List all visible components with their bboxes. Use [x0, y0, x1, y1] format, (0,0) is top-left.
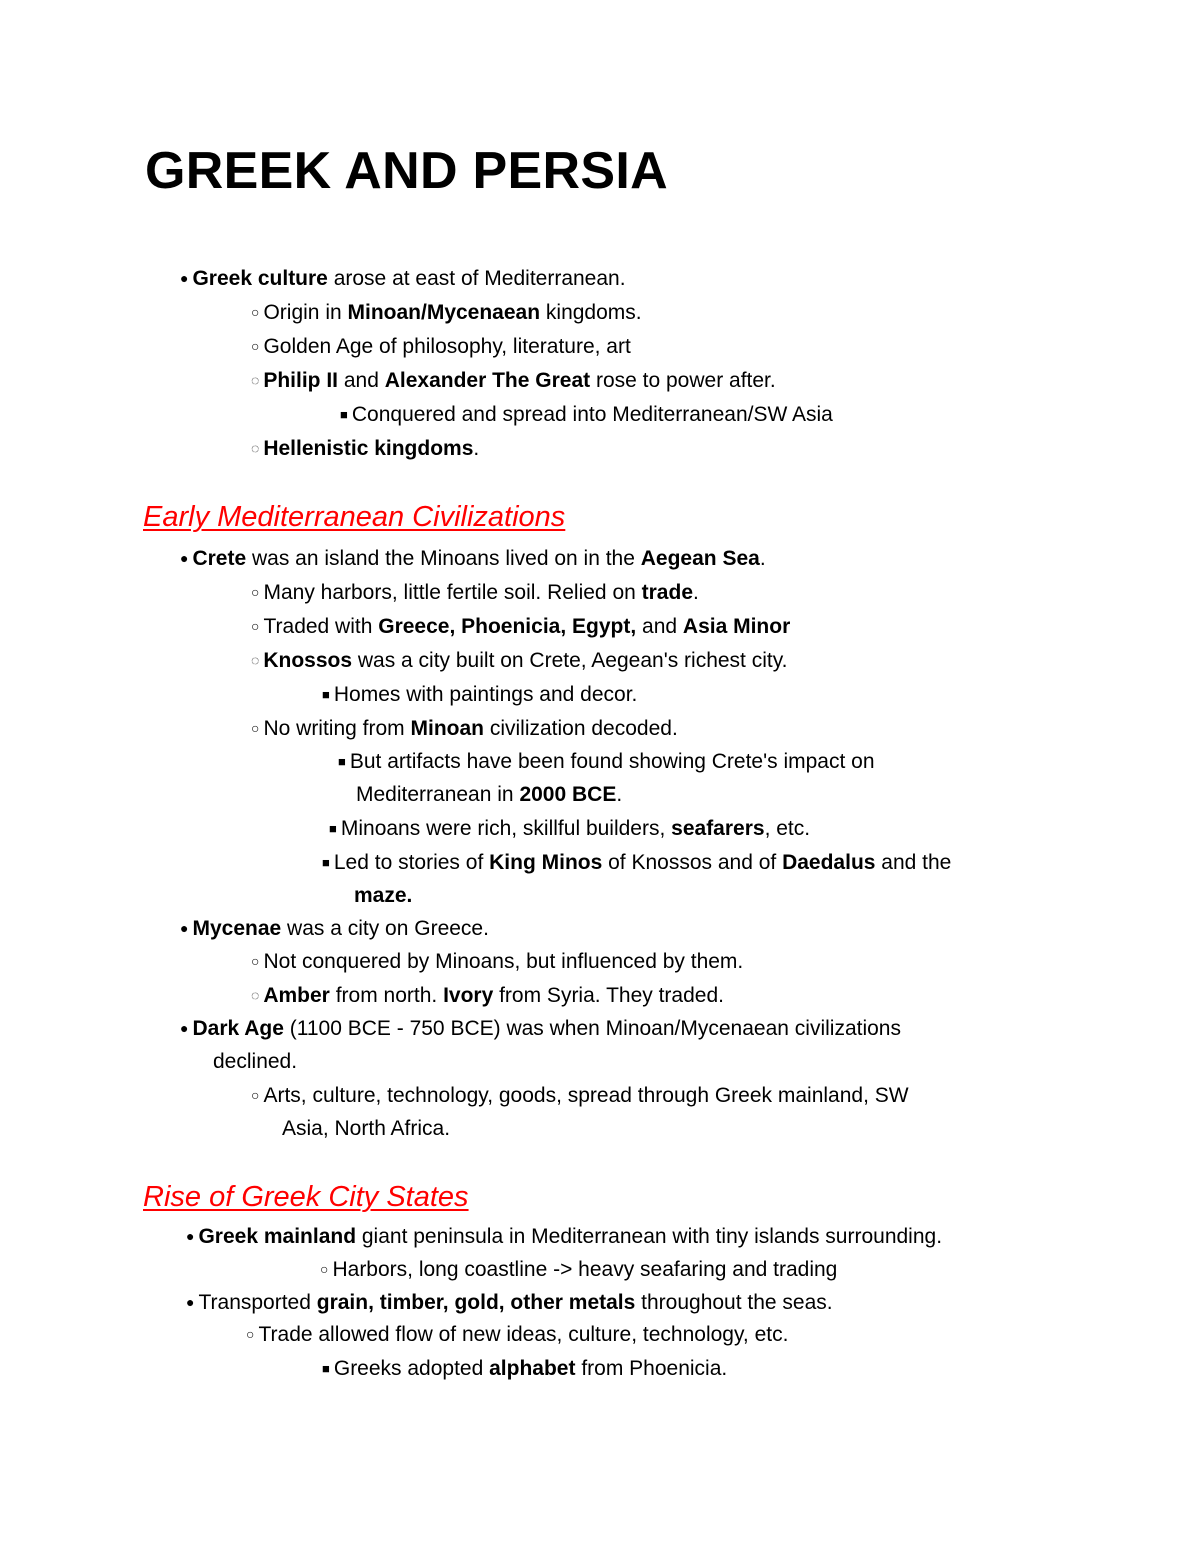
list-item	[180, 546, 766, 571]
square-bullet-icon: ■	[329, 821, 337, 836]
bold-term: King Minos	[489, 851, 603, 874]
list-item	[340, 402, 833, 427]
item-text: Greeks adopted	[333, 1357, 490, 1380]
item-text: (1100 BCE - 750 BCE) was when Minoan/Mycenaean civilizations	[283, 1017, 901, 1040]
item-text: Not conquered by Minoans, but influenced by them.	[263, 950, 744, 973]
list-item	[180, 266, 626, 291]
item-text: arose at east of Mediterranean.	[327, 267, 626, 290]
item-text: Golden Age of philosophy, literature, art	[263, 335, 631, 358]
list-item	[251, 1083, 909, 1108]
circle-bullet-icon: ○	[251, 584, 260, 600]
list-item	[320, 1257, 837, 1282]
circle-bullet-icon: ○	[246, 1326, 255, 1342]
section-heading-rise-of-greek-city-states: Rise of Greek City States	[143, 1181, 469, 1213]
bold-term: 2000 BCE	[519, 783, 617, 806]
list-item	[180, 916, 489, 941]
disc-bullet-icon: ●	[180, 270, 189, 286]
bold-term: Minoan	[410, 717, 484, 740]
list-item	[322, 1356, 727, 1381]
item-text: Many harbors, little fertile soil. Relied on	[263, 581, 642, 604]
item-text: , etc.	[764, 817, 811, 840]
bold-term: Philip II	[263, 369, 338, 392]
item-text: was an island the Minoans lived on in the	[246, 547, 641, 570]
bold-term: Dark Age	[192, 1017, 284, 1040]
circle-bullet-icon: ○	[251, 618, 260, 634]
bold-term: maze.	[354, 884, 413, 907]
list-item	[329, 816, 810, 841]
dotted-circle-bullet-icon: ◌	[251, 372, 260, 388]
item-text: and the	[875, 851, 952, 874]
circle-bullet-icon: ○	[251, 338, 260, 354]
square-bullet-icon: ■	[322, 855, 330, 870]
square-bullet-icon: ■	[322, 687, 330, 702]
item-text: Origin in	[263, 301, 348, 324]
bold-term: Greek culture	[192, 267, 328, 290]
disc-bullet-icon: ●	[186, 1294, 195, 1310]
bold-term: Greece, Phoenicia, Egypt,	[378, 615, 637, 638]
item-text: rose to power after.	[590, 369, 776, 392]
list-item	[180, 1016, 901, 1041]
circle-bullet-icon: ○	[320, 1261, 329, 1277]
square-bullet-icon: ■	[340, 407, 348, 422]
disc-bullet-icon: ●	[180, 920, 189, 936]
item-text: Traded with	[263, 615, 379, 638]
bold-term: Crete	[192, 547, 247, 570]
list-item	[186, 1224, 942, 1249]
list-item	[251, 580, 699, 605]
list-item	[251, 614, 790, 639]
item-text: .	[759, 547, 766, 570]
bold-term: trade	[641, 581, 693, 604]
item-text: was a city built on Crete, Aegean's richest city.	[352, 649, 788, 672]
list-item	[322, 850, 951, 875]
section-heading-early-mediterranean: Early Mediterranean Civilizations	[143, 501, 566, 533]
bold-term: seafarers	[671, 817, 765, 840]
bold-term: Minoan/Mycenaean	[347, 301, 541, 324]
item-text: kingdoms.	[540, 301, 642, 324]
item-text: declined.	[213, 1050, 298, 1073]
list-item	[338, 749, 875, 774]
item-text: .	[473, 437, 480, 460]
list-item	[186, 1290, 833, 1315]
item-text: Conquered and spread into Mediterranean/SW Asia	[351, 403, 833, 426]
list-item	[246, 1322, 788, 1347]
dotted-circle-bullet-icon: ◌	[251, 440, 260, 456]
circle-bullet-icon: ○	[251, 1087, 260, 1103]
list-item-continuation	[282, 1116, 450, 1141]
bold-term: Asia Minor	[682, 615, 791, 638]
item-text: Minoans were rich, skillful builders,	[340, 817, 672, 840]
list-item	[251, 300, 642, 325]
item-text: .	[616, 783, 623, 806]
list-item	[251, 949, 743, 974]
bold-term: alphabet	[489, 1357, 576, 1380]
item-text: from north.	[329, 984, 444, 1007]
item-text: giant peninsula in Mediterranean with tiny islands surrounding.	[356, 1225, 943, 1248]
item-text: of Knossos and of	[602, 851, 783, 874]
disc-bullet-icon: ●	[180, 1020, 189, 1036]
item-text: No writing from	[263, 717, 411, 740]
item-text: and	[338, 369, 385, 392]
square-bullet-icon: ■	[322, 1361, 330, 1376]
list-item-continuation	[356, 782, 622, 807]
item-text: from Phoenicia.	[575, 1357, 728, 1380]
disc-bullet-icon: ●	[186, 1228, 195, 1244]
item-text: Transported	[198, 1291, 317, 1314]
bold-term: Knossos	[263, 649, 353, 672]
item-text: civilization decoded.	[484, 717, 678, 740]
list-item	[251, 648, 788, 673]
item-text: Harbors, long coastline -> heavy seafaring and trading	[332, 1258, 838, 1281]
bold-term: Aegean Sea	[640, 547, 760, 570]
bold-term: Amber	[263, 984, 330, 1007]
bold-term: grain, timber, gold, other metals	[316, 1291, 636, 1314]
page-title: GREEK AND PERSIA	[145, 142, 668, 200]
bold-term: Greek mainland	[198, 1225, 357, 1248]
list-item	[251, 368, 776, 393]
list-item-continuation	[213, 1049, 297, 1074]
dotted-circle-bullet-icon: ◌	[251, 652, 260, 668]
item-text: But artifacts have been found showing Crete's impact on	[349, 750, 875, 773]
item-text: from Syria. They traded.	[493, 984, 724, 1007]
list-item	[251, 436, 479, 461]
item-text: Arts, culture, technology, goods, spread through Greek mainland, SW	[263, 1084, 909, 1107]
circle-bullet-icon: ○	[251, 953, 260, 969]
item-text: Led to stories of	[333, 851, 490, 874]
square-bullet-icon: ■	[338, 754, 346, 769]
item-text: and	[636, 615, 683, 638]
bold-term: Daedalus	[782, 851, 876, 874]
bold-term: Hellenistic kingdoms	[263, 437, 474, 460]
item-text: was a city on Greece.	[281, 917, 489, 940]
circle-bullet-icon: ○	[251, 720, 260, 736]
dotted-circle-bullet-icon: ◌	[251, 987, 260, 1003]
item-text: Homes with paintings and decor.	[333, 683, 638, 706]
item-text: Mediterranean in	[356, 783, 520, 806]
bold-term: Ivory	[443, 984, 494, 1007]
item-text: Trade allowed flow of new ideas, culture, technology, etc.	[258, 1323, 789, 1346]
disc-bullet-icon: ●	[180, 550, 189, 566]
bold-term: Alexander The Great	[384, 369, 591, 392]
bold-term: Mycenae	[192, 917, 282, 940]
circle-bullet-icon: ○	[251, 304, 260, 320]
list-item	[251, 716, 678, 741]
item-text: Asia, North Africa.	[282, 1117, 451, 1140]
list-item	[251, 983, 724, 1008]
list-item	[322, 682, 637, 707]
item-text: .	[693, 581, 699, 604]
list-item-continuation	[354, 883, 412, 908]
item-text: throughout the seas.	[635, 1291, 833, 1314]
list-item	[251, 334, 631, 359]
